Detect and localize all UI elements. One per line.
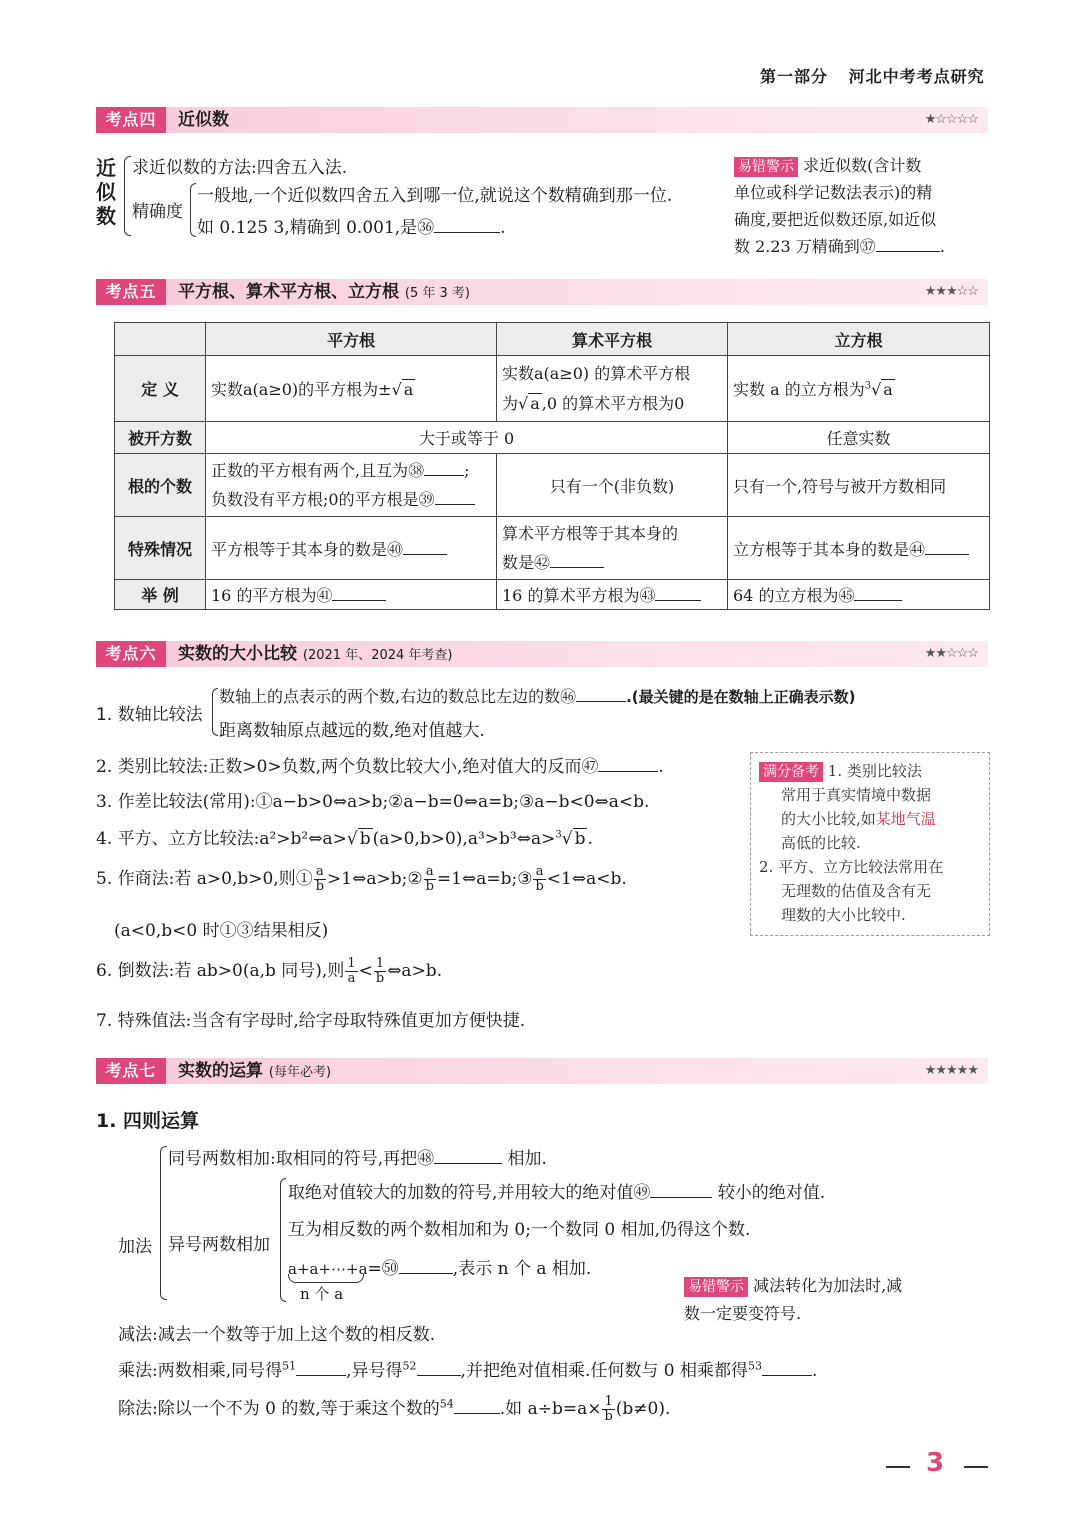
brace: [280, 1178, 286, 1302]
subtract-rule: 减法:减去一个数等于加上这个数的相反数.: [118, 1325, 436, 1345]
subsection-title: 1. 四则运算: [96, 1110, 200, 1132]
table-row: 举 例 16 的平方根为㊶ 16 的算术平方根为㊸ 64 的立方根为㊺: [115, 580, 990, 610]
section-bar-4: [96, 107, 988, 133]
brace: [190, 183, 196, 237]
same-sign-rule: 同号两数相加:取相同的符号,再把㊽ 相加.: [168, 1144, 547, 1169]
table-row: 特殊情况 平方根等于其本身的数是㊵ 算术平方根等于其本身的 数是㊷ 立方根等于其本身的数是㊹: [115, 517, 990, 580]
section-title: 实数的大小比较 (2021 年、2024 年考查): [178, 644, 453, 664]
precision-label: 精确度: [132, 202, 183, 222]
section-bar-7: [96, 1058, 988, 1084]
table-row: 被开方数 大于或等于 0 任意实数: [115, 422, 990, 454]
brace: [160, 1146, 167, 1300]
brace: [212, 688, 218, 736]
difficulty-stars: ★★★★★: [924, 1063, 978, 1078]
diff-sign-rule-1: 取绝对值较大的加数的符号,并用较大的绝对值㊾ 较小的绝对值.: [288, 1178, 825, 1203]
section-tag: 考点四: [96, 107, 166, 133]
diff-sign-label: 异号两数相加: [168, 1235, 270, 1255]
diff-sign-rule-2: 互为相反数的两个数相加和为 0;一个数同 0 相加,仍得这个数.: [288, 1220, 751, 1240]
compare-item-4: 4. 平方、立方比较法:a²>b²⇔a>√ b (a>0,b>0),a³>b³⇔a>$^3$√ b .: [96, 829, 593, 849]
section-title: 近似数: [178, 110, 229, 130]
section-title: 实数的运算 (每年必考): [178, 1061, 332, 1081]
compare-item-1b: 距离数轴原点越远的数,绝对值越大.: [219, 721, 485, 741]
row-label: 定 义: [115, 356, 206, 422]
section-bar-6: [96, 641, 988, 667]
divide-rule: 除法:除以一个不为 0 的数,等于乘这个数的$^{54}$ .如 a÷b=a× $\frac{1}{b}$ (b≠0).: [118, 1394, 671, 1424]
row-label: 举 例: [115, 580, 206, 610]
warning-box-approx: 易错警示 求近似数(含计数 单位或科学记数法表示)的精 确度,要把近似数还原,如近似 数 2.23 万精确到㊲ .: [734, 156, 945, 256]
divider: [964, 1466, 988, 1468]
row-label: 被开方数: [115, 422, 206, 454]
roots-table: [114, 322, 990, 610]
col-square-root: 平方根: [206, 323, 497, 356]
add-label: 加法: [118, 1237, 152, 1257]
precision-line2: 如 0.125 3,精确到 0.001,是㊱ .: [197, 213, 506, 238]
compare-item-1-label: 1. 数轴比较法: [96, 705, 203, 725]
compare-item-7: 7. 特殊值法:当含有字母时,给字母取特殊值更加方便快捷.: [96, 1011, 526, 1031]
warning-box-subtract: 易错警示 减法转化为加法时,减 数一定要变符号.: [684, 1276, 903, 1323]
precision-line1: 一般地,一个近似数四舍五入到哪一位,就说这个数精确到那一位.: [197, 186, 673, 206]
row-label: 特殊情况: [115, 517, 206, 580]
page-number: 3: [926, 1448, 945, 1478]
table-header-row: [115, 323, 990, 356]
warning-tag: 易错警示: [734, 157, 798, 177]
table-row: 根的个数 正数的平方根有两个,且互为㊳ ; 负数没有平方根;0的平方根是㊴ 只有一个(非负数) 只有一个,符号与被开方数相同: [115, 454, 990, 517]
section-bar-5: [96, 279, 988, 305]
underbrace: [288, 1274, 364, 1283]
repeated-sum: a+a+⋯+a=㊿ ,表示 n 个 a 相加.: [288, 1254, 591, 1279]
full-marks-box: 满分备考 1. 类别比较法 常用于真实情境中数据 的大小比较,如某地气温 高低的比较. 2. 平方、立方比较法常用在 无理数的估值及含有无 理数的大小比较中.: [750, 752, 990, 936]
section-title: 平方根、算术平方根、立方根 (5 年 3 考): [178, 282, 471, 302]
brace: [124, 156, 131, 236]
section-tag: 考点七: [96, 1058, 166, 1084]
compare-item-5-note: (a<0,b<0 时①③结果相反): [114, 921, 329, 941]
table-row: 定 义 实数a(a≥0)的平方根为±√ a 实数a(a≥0) 的算术平方根 为√ a ,0 的算术平方根为0 实数 a 的立方根为$^3$√ a: [115, 356, 990, 422]
compare-item-3: 3. 作差比较法(常用):①a−b>0⇔a>b;②a−b=0⇔a=b;③a−b<0⇔a<b.: [96, 792, 650, 812]
compare-item-2: 2. 类别比较法:正数>0>负数,两个负数比较大小,绝对值大的反而㊼ .: [96, 752, 664, 777]
approx-side-label: 近似数: [96, 156, 116, 228]
compare-item-6: 6. 倒数法:若 ab>0(a,b 同号),则 $\frac{1}{a}$ < $\frac{1}{b}$ ⇔a>b.: [96, 956, 443, 986]
row-label: 根的个数: [115, 454, 206, 517]
compare-item-1a: 数轴上的点表示的两个数,右边的数总比左边的数㊻ .(最关键的是在数轴上正确表示数): [219, 687, 856, 706]
col-arith-root: 算术平方根: [497, 323, 728, 356]
full-marks-tag: 满分备考: [759, 762, 823, 782]
page-header: [760, 64, 985, 87]
difficulty-stars: ★☆☆☆☆: [924, 112, 978, 127]
section-tag: 考点六: [96, 641, 166, 667]
warning-tag: 易错警示: [684, 1277, 748, 1297]
approx-method: 求近似数的方法:四舍五入法.: [132, 158, 348, 178]
difficulty-stars: ★★★☆☆: [924, 284, 978, 299]
multiply-rule: 乘法:两数相乘,同号得$^{51}$ ,异号得$^{52}$ ,并把绝对值相乘.任何数与 0 相乘都得$^{53}$ .: [118, 1359, 818, 1381]
repeated-sum-caption: n 个 a: [300, 1285, 344, 1303]
col-cube-root: 立方根: [728, 323, 990, 356]
section-tag: 考点五: [96, 279, 166, 305]
header-book: 河北中考考点研究: [848, 67, 985, 86]
divider: [886, 1466, 910, 1468]
difficulty-stars: ★★☆☆☆: [924, 646, 978, 661]
compare-item-5: 5. 作商法:若 a>0,b>0,则① $\frac{a}{b}$ >1⇔a>b;② $\frac{a}{b}$ =1⇔a=b;③ $\frac{a}{b}$ <1⇔a<b.: [96, 864, 627, 894]
header-part: 第一部分: [760, 67, 829, 86]
